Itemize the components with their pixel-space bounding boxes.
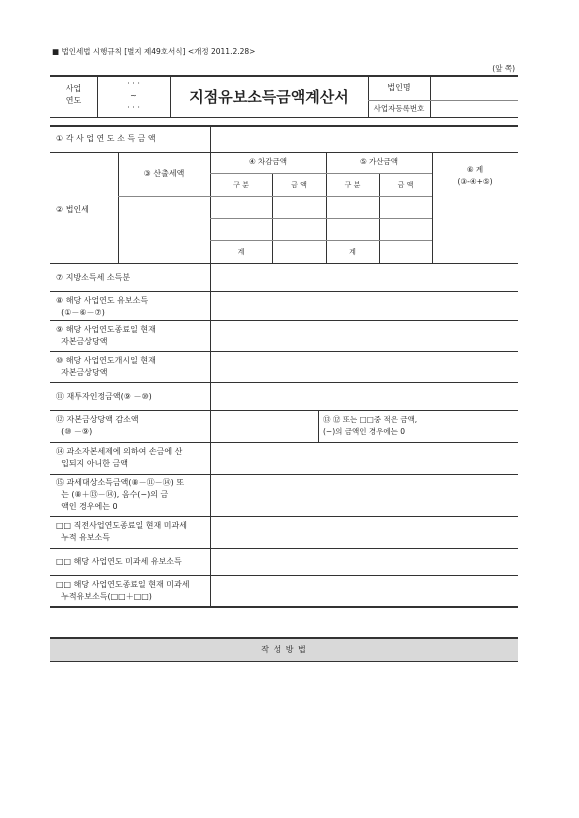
col-amount-label: 금 액 <box>291 181 307 189</box>
row4-deduction-label: ④ 차감금액 <box>248 157 288 166</box>
addition-total-label: 계 <box>349 248 356 256</box>
col-gubun-label: 구 분 <box>233 181 249 189</box>
row8-amount-field[interactable] <box>211 292 517 319</box>
year-start-date[interactable]: · · · <box>127 79 140 88</box>
row14-thin-cap-label: ⑭ 과소자본세제에 의하여 손금에 산 입되지 아니한 금액 <box>56 447 183 468</box>
row5-addition-label: ⑤ 가산금액 <box>359 157 399 166</box>
row10-capital-start-label: ⑩ 해당 사업연도개시일 현재 자본금상당액 <box>56 356 156 377</box>
row14-amount-field[interactable] <box>211 443 517 473</box>
row16-amount-field[interactable] <box>211 517 517 547</box>
row9-capital-end-label: ⑨ 해당 사업연도종료일 현재 자본금상당액 <box>56 325 156 346</box>
row17-current-untaxed-label: □□ 해당 사업연도 미과세 유보소득 <box>56 557 182 566</box>
form-title: 지점유보소득금액계산서 <box>189 88 349 106</box>
row7-amount-field[interactable] <box>211 264 517 290</box>
writing-method-title: 작 성 방 법 <box>261 645 307 654</box>
row15-taxable-income-label: ⑮ 과세대상소득금액(⑧－⑪－⑭) 또 는 (⑧＋⑬－⑭), 음수(−)의 금 액인 경우에는 0 <box>56 478 185 511</box>
row10-amount-field[interactable] <box>211 352 517 381</box>
row15-amount-field[interactable] <box>211 475 517 515</box>
row12-capital-decrease-label: ⑫ 자본금상당액 감소액 (⑩ －⑨) <box>56 415 139 436</box>
page-side-label: (앞 쪽) <box>492 64 515 73</box>
col-amount-label-2: 금 액 <box>397 181 414 189</box>
deduction-total-label: 계 <box>237 248 245 256</box>
row13-lesser-amount-label: ⑬ ⑫ 또는 □□중 적은 금액, (−)의 금액인 경우에는 0 <box>323 415 418 436</box>
row1-income-label: ① 각 사 업 연 도 소 득 금 액 <box>56 134 156 143</box>
corp-name-field[interactable] <box>431 77 517 99</box>
row1-amount-field[interactable] <box>211 127 517 151</box>
row18-cumulative-untaxed-label: □□ 해당 사업연도종료일 현재 미과세 누적유보소득(□□＋□□) <box>56 580 190 601</box>
year-tilde: ~ <box>130 91 137 100</box>
row9-amount-field[interactable] <box>211 321 517 350</box>
row3-calculated-tax-label: ③ 산출세액 <box>143 169 185 178</box>
regulation-reference: ■ 법인세법 시행규칙 [별지 제49호서식] <개정 2011.2.28> <box>52 47 256 56</box>
row17-amount-field[interactable] <box>211 549 517 574</box>
year-end-date[interactable]: · · · <box>127 103 140 112</box>
biz-no-field[interactable] <box>431 101 517 117</box>
row16-prior-untaxed-label: □□ 직전사업연도종료일 현재 미과세 누적 유보소득 <box>56 521 187 542</box>
biz-no-label: 사업자등록번호 <box>373 104 425 113</box>
writing-method-band <box>50 639 518 661</box>
business-year-label: 사업 연도 <box>65 84 82 105</box>
row7-local-tax-label: ⑦ 지방소득세 소득분 <box>56 273 131 282</box>
row2-corp-tax-label: ② 법인세 <box>56 205 89 214</box>
row12-amount-field[interactable] <box>211 411 317 441</box>
row11-amount-field[interactable] <box>211 383 517 409</box>
row8-retained-income-label: ⑧ 해당 사업연도 유보소득 (①－⑥－⑦) <box>56 296 149 317</box>
row18-amount-field[interactable] <box>211 576 517 605</box>
corp-name-label: 법인명 <box>387 83 411 92</box>
row11-reinvest-label: ⑪ 재투자인정금액(⑨ －⑩) <box>56 392 152 401</box>
col-gubun-label-2: 구 분 <box>344 181 361 189</box>
row6-total-label: ⑥ 계 (③-④+⑤) <box>457 165 493 186</box>
